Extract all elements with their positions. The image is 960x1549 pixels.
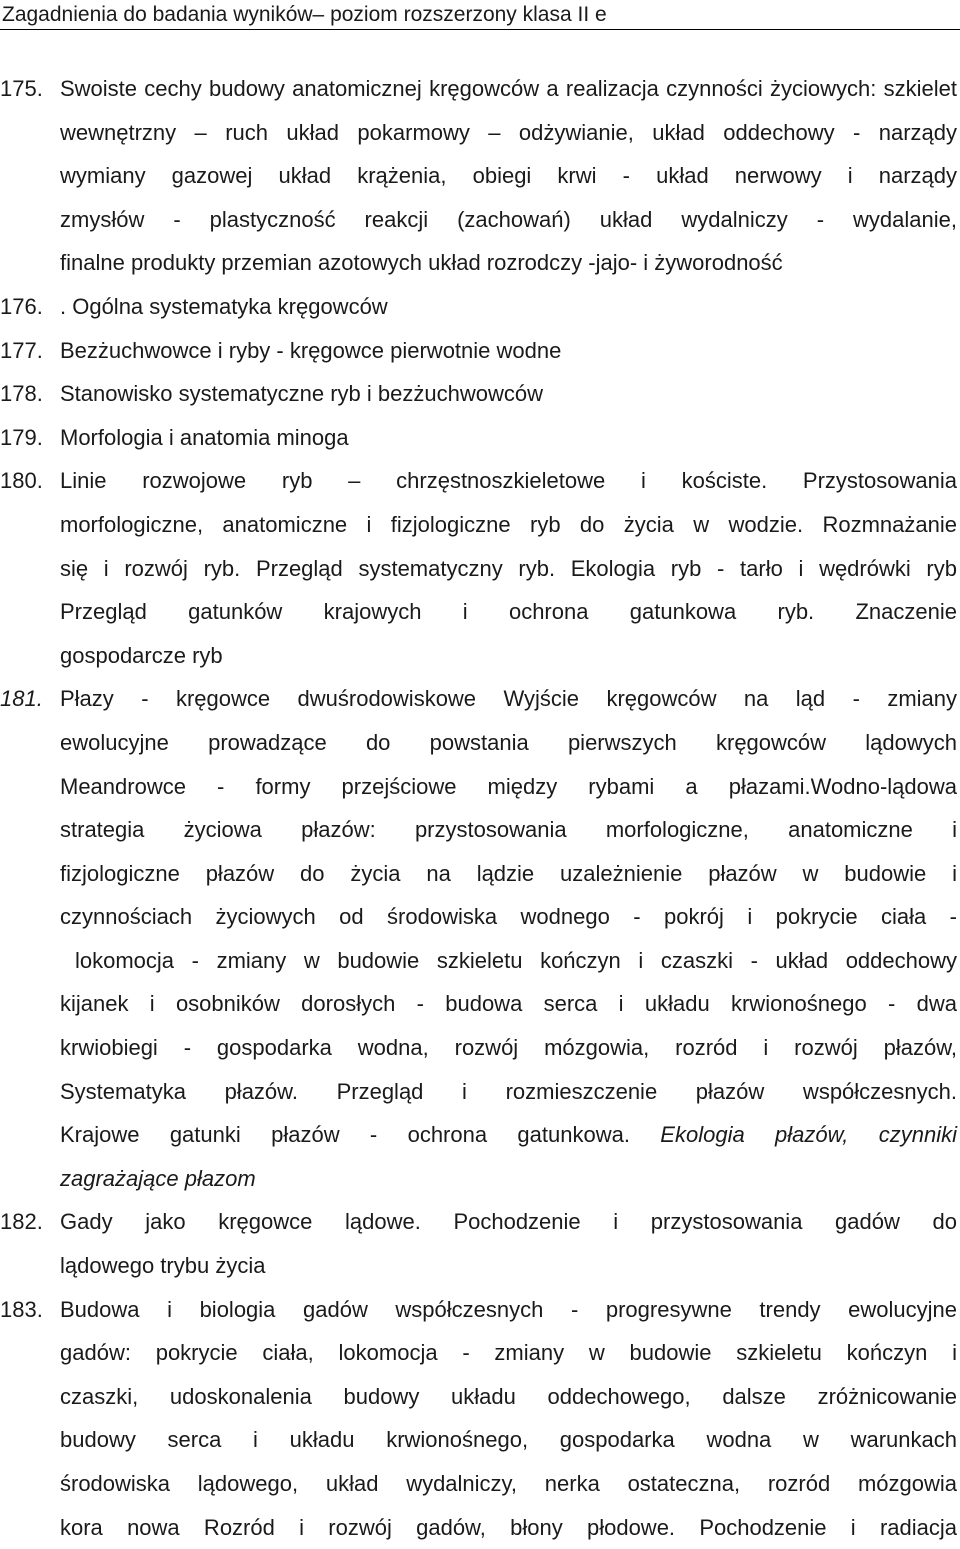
document-body [0, 67, 960, 1549]
item-182-line [0, 1244, 960, 1288]
item-line: Swoiste cechy budowy anatomicznej kręgowców a realizacja czynności życiowych: szkielet [60, 76, 957, 101]
item-178 [0, 372, 960, 416]
item-line: wymiany gazowej układ krążenia, obiegi krwi - układ nerwowy i narządy [60, 163, 957, 189]
item-175-line [0, 154, 960, 198]
page-header [0, 0, 960, 30]
item-181-line [0, 765, 960, 809]
item-181-line [0, 1070, 960, 1114]
item-182 [0, 1200, 960, 1244]
item-number: 181. [0, 686, 43, 712]
item-number: 177. [0, 337, 43, 363]
item-line: finalne produkty przemian azotowych układ rozrodczy -jajo- i żyworodność [60, 250, 783, 276]
item-line: Płazy - kręgowce dwuśrodowiskowe Wyjście kręgowców na ląd - zmiany [60, 686, 957, 712]
item-181-line [0, 808, 960, 852]
item-line: ewolucyjne prowadzące do powstania pierwszych kręgowców lądowych [60, 729, 957, 755]
item-181-line [0, 939, 960, 983]
header-title: Zagadnienia do badania wyników– poziom rozszerzony klasa II e [2, 3, 607, 26]
item-176 [0, 285, 960, 329]
item-line: Gady jako kręgowce lądowe. Pochodzenie i przystosowania gadów do [60, 1209, 957, 1235]
item-line: kora nowa Rozród i rozwój gadów, błony płodowe. Pochodzenie i radiacja [60, 1514, 957, 1540]
item-180-line [0, 503, 960, 547]
item-line: gospodarcze ryb [60, 642, 223, 668]
item-line: strategia życiowa płazów: przystosowania morfologiczne, anatomiczne i [60, 817, 957, 843]
item-number: 180. [0, 468, 43, 494]
item-183 [0, 1288, 960, 1332]
item-183-line [0, 1331, 960, 1375]
item-175-line [0, 198, 960, 242]
item-line: Morfologia i anatomia minoga [60, 424, 349, 450]
item-175-line [0, 241, 960, 285]
item-line: Budowa i biologia gadów współczesnych - progresywne trendy ewolucyjne [60, 1296, 957, 1322]
item-line: lądowego trybu życia [60, 1253, 266, 1279]
item-181 [0, 677, 960, 721]
item-line: Bezżuchwowce i ryby - kręgowce pierwotnie wodne [60, 337, 562, 363]
item-175 [0, 67, 960, 111]
item-line: zmysłów - plastyczność reakcji (zachowań) układ wydalniczy - wydalanie, [60, 206, 957, 232]
item-line: czaszki, udoskonalenia budowy układu oddechowego, dalsze zróżnicowanie [60, 1383, 957, 1409]
item-line: morfologiczne, anatomiczne i fizjologiczne ryb do życia w wodzie. Rozmnażanie [60, 511, 957, 537]
item-line: Przegląd gatunków krajowych i ochrona gatunkowa ryb. Znaczenie [60, 599, 957, 625]
item-line: . Ogólna systematyka kręgowców [60, 293, 388, 319]
item-181-line [0, 895, 960, 939]
item-180-line [0, 547, 960, 591]
item-line: Systematyka płazów. Przegląd i rozmieszczenie płazów współczesnych. [60, 1078, 957, 1104]
item-line: się i rozwój ryb. Przegląd systematyczny ryb. Ekologia ryb - tarło i wędrówki ryb [60, 555, 957, 581]
item-line: środowiska lądowego, układ wydalniczy, nerka ostateczna, rozród mózgowia [60, 1471, 957, 1496]
item-line: Linie rozwojowe ryb – chrzęstnoszkieletowe i kościste. Przystosowania [60, 468, 957, 494]
item-line-italic: zagrażające płazom [60, 1165, 256, 1191]
item-number: 182. [0, 1209, 43, 1235]
item-175-line [0, 111, 960, 155]
item-180-line [0, 590, 960, 634]
item-line: kijanek i osobników dorosłych - budowa serca i układu krwionośnego - dwa [60, 991, 957, 1017]
item-177 [0, 329, 960, 373]
item-180 [0, 459, 960, 503]
item-181-line [0, 1157, 960, 1201]
item-line: Krajowe gatunki płazów - ochrona gatunkowa. [60, 1122, 630, 1148]
item-line: Meandrowce - formy przejściowe między rybami a płazami.Wodno-lądowa [60, 773, 957, 799]
item-181-line [0, 1026, 960, 1070]
item-number: 179. [0, 424, 43, 450]
item-line: lokomocja - zmiany w budowie szkieletu kończyn i czaszki - układ oddechowy [75, 947, 957, 973]
item-line: krwiobiegi - gospodarka wodna, rozwój mózgowia, rozród i rozwój płazów, [60, 1035, 957, 1061]
item-181-line [0, 721, 960, 765]
item-183-line [0, 1375, 960, 1419]
item-number: 175. [0, 76, 43, 101]
item-line: Stanowisko systematyczne ryb i bezżuchwowców [60, 381, 543, 407]
item-180-line [0, 634, 960, 678]
item-line: fizjologiczne płazów do życia na lądzie uzależnienie płazów w budowie i [60, 860, 957, 886]
item-183-line [0, 1462, 960, 1506]
item-number: 178. [0, 381, 43, 407]
item-line-mixed [60, 1113, 957, 1157]
item-line: gadów: pokrycie ciała, lokomocja - zmiany w budowie szkieletu kończyn i [60, 1340, 957, 1366]
item-line-italic: Ekologia płazów, czynniki [660, 1122, 957, 1148]
item-number: 176. [0, 293, 43, 319]
item-number: 183. [0, 1296, 43, 1322]
item-line: budowy serca i układu krwionośnego, gospodarka wodna w warunkach [60, 1427, 957, 1453]
item-183-line [0, 1506, 960, 1549]
item-line: czynnościach życiowych od środowiska wodnego - pokrój i pokrycie ciała - [60, 904, 957, 930]
item-line: wewnętrzny – ruch układ pokarmowy – odżywianie, układ oddechowy - narządy [60, 119, 957, 145]
item-179 [0, 416, 960, 460]
item-181-line [0, 982, 960, 1026]
item-181-line [0, 852, 960, 896]
item-183-line [0, 1418, 960, 1462]
item-181-line [0, 1113, 960, 1157]
